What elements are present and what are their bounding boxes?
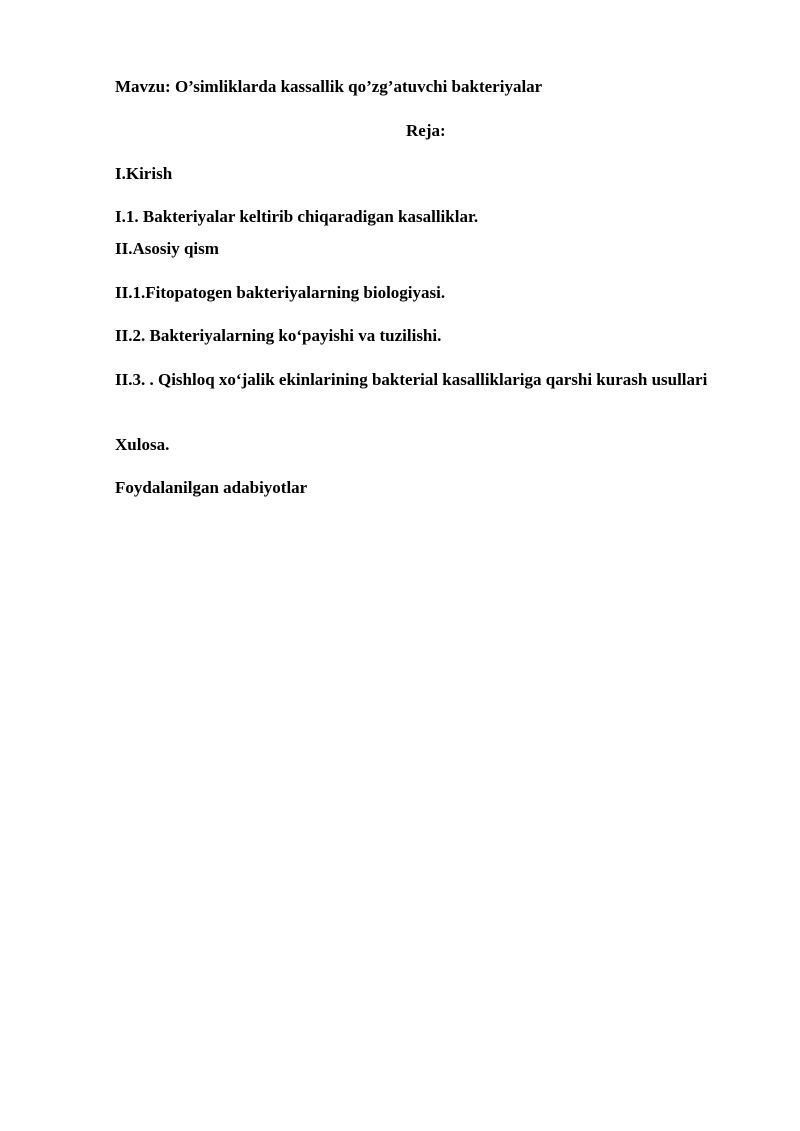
plan-item-2-2: II.2. Bakteriyalarning koʻpayishi va tuzilishi. (115, 326, 442, 345)
plan-item-references: Foydalanilgan adabiyotlar (115, 478, 308, 497)
document-topic: Mavzu: O’simliklarda kassallik qo’zg’atuvchi bakteriyalar (115, 77, 543, 96)
plan-item-main-part: II.Asosiy qism (115, 239, 219, 258)
plan-item-1-1: I.1. Bakteriyalar keltirib chiqaradigan kasalliklar. (115, 207, 479, 226)
plan-heading: Reja: (406, 121, 446, 140)
plan-item-conclusion: Xulosa. (115, 435, 170, 454)
plan-item-2-1: II.1.Fitopatogen bakteriyalarning biologiyasi. (115, 283, 446, 302)
plan-item-2-3: II.3. . Qishloq xoʻjalik ekinlarining bakterial kasalliklariga qarshi kurash usullari (115, 370, 708, 389)
plan-item-introduction: I.Kirish (115, 164, 173, 183)
